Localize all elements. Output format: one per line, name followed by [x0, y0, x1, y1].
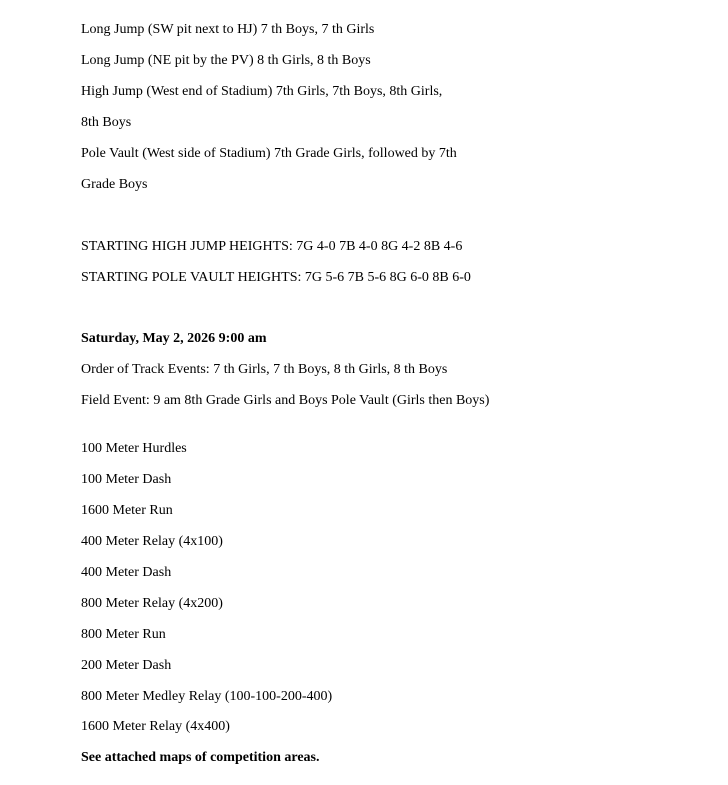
field-event-line: Long Jump (NE pit by the PV) 8 th Girls, 8 th Boys: [81, 53, 371, 68]
track-event-item: 100 Meter Hurdles: [81, 441, 187, 456]
field-event-line: High Jump (West end of Stadium) 7th Girls, 7th Boys, 8th Girls,: [81, 84, 443, 99]
track-event-item: 400 Meter Relay (4x100): [81, 534, 223, 549]
track-event-item: 200 Meter Dash: [81, 658, 172, 673]
track-event-item: 400 Meter Dash: [81, 565, 172, 580]
field-event-line: Pole Vault (West side of Stadium) 7th Grade Girls, followed by 7th: [81, 146, 457, 161]
track-event-item: 100 Meter Dash: [81, 472, 172, 487]
maps-note: See attached maps of competition areas.: [81, 750, 320, 765]
track-event-item: 800 Meter Run: [81, 627, 166, 642]
track-event-item: 800 Meter Relay (4x200): [81, 596, 223, 611]
pole-vault-heights: STARTING POLE VAULT HEIGHTS: 7G 5-6 7B 5-6 8G 6-0 8B 6-0: [81, 270, 471, 285]
track-event-item: 800 Meter Medley Relay (100-100-200-400): [81, 689, 333, 704]
field-event-line: 8th Boys: [81, 115, 132, 130]
field-event-line: Long Jump (SW pit next to HJ) 7 th Boys, 7 th Girls: [81, 22, 375, 37]
high-jump-heights: STARTING HIGH JUMP HEIGHTS: 7G 4-0 7B 4-0 8G 4-2 8B 4-6: [81, 239, 463, 254]
track-event-item: 1600 Meter Relay (4x400): [81, 719, 230, 734]
track-event-item: 1600 Meter Run: [81, 503, 173, 518]
track-order-line: Order of Track Events: 7 th Girls, 7 th Boys, 8 th Girls, 8 th Boys: [81, 362, 448, 377]
saturday-heading: Saturday, May 2, 2026 9:00 am: [81, 331, 267, 346]
field-event-saturday-line: Field Event: 9 am 8th Grade Girls and Boys Pole Vault (Girls then Boys): [81, 393, 490, 408]
field-event-line: Grade Boys: [81, 177, 148, 192]
